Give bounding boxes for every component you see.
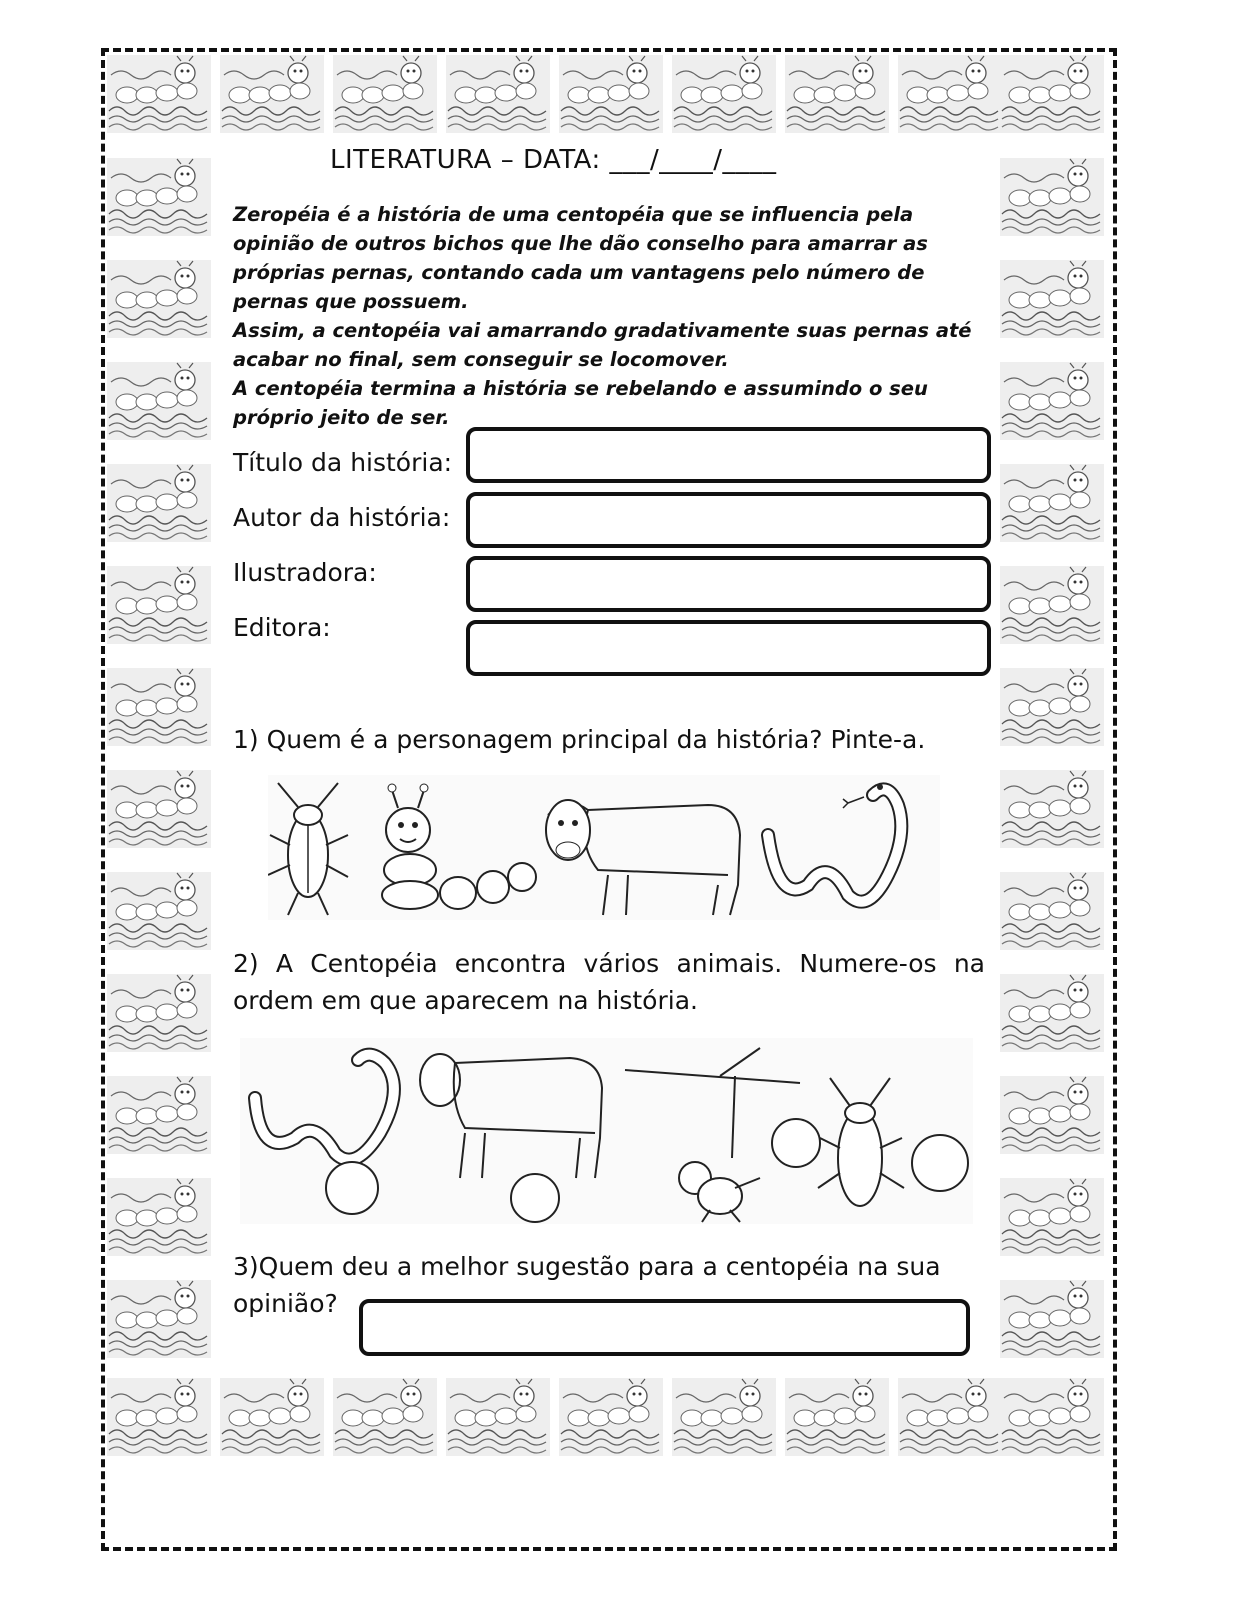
snake-icon[interactable] xyxy=(768,784,901,902)
best-suggestion-answer-box[interactable] xyxy=(359,1299,970,1356)
page-title: LITERATURA – DATA: ___/____/____ xyxy=(330,145,777,175)
cockroach-icon[interactable] xyxy=(268,783,348,915)
centipede-border-icon xyxy=(1000,158,1104,236)
author-answer-box[interactable] xyxy=(466,492,991,548)
centipede-border-icon xyxy=(333,55,437,133)
centipede-border-icon xyxy=(107,1178,211,1256)
q2-animal-strip xyxy=(240,1038,973,1224)
centipede-border-icon xyxy=(107,158,211,236)
centipede-border-icon xyxy=(107,260,211,338)
question-2: 2) A Centopéia encontra vários animais. Numere-os na ordem em que aparecem na história. xyxy=(233,949,985,1015)
centipede-border-icon xyxy=(1000,974,1104,1052)
centipede-border-icon xyxy=(1000,668,1104,746)
centipede-border-icon xyxy=(785,1378,889,1456)
centipede-border-icon xyxy=(107,1378,211,1456)
centipede-border-icon xyxy=(446,55,550,133)
story-summary xyxy=(233,200,973,432)
centipede-icon[interactable] xyxy=(382,784,536,909)
centipede-border-icon xyxy=(107,1076,211,1154)
centipede-border-icon xyxy=(785,55,889,133)
summary-paragraph: A centopéia termina a história se rebelando e assumindo o seu próprio jeito de ser. xyxy=(233,377,928,429)
summary-paragraph: Assim, a centopéia vai amarrando gradativamente suas pernas até acabar no final, sem conseguir se locomover. xyxy=(233,319,972,371)
centipede-border-icon xyxy=(107,55,211,133)
number-circle[interactable] xyxy=(912,1135,968,1191)
centipede-border-icon xyxy=(559,55,663,133)
number-circle[interactable] xyxy=(326,1162,378,1214)
centipede-border-icon xyxy=(107,1280,211,1358)
title-answer-box[interactable] xyxy=(466,427,991,483)
centipede-border-icon xyxy=(107,566,211,644)
centipede-border-icon xyxy=(1000,464,1104,542)
centipede-border-icon xyxy=(107,974,211,1052)
centipede-border-icon xyxy=(1000,1076,1104,1154)
q1-animal-strip xyxy=(268,775,940,920)
publisher-label: Editora: xyxy=(233,613,331,642)
number-circle[interactable] xyxy=(511,1174,559,1222)
centipede-border-icon xyxy=(1000,1378,1104,1456)
centipede-border-icon xyxy=(1000,872,1104,950)
summary-paragraph: Zeropéia é a história de uma centopéia que se influencia pela opinião de outros bichos que lhe dão conselho para amarrar as próprias pernas, contando cada um vantagens pelo número de pernas que possuem. xyxy=(233,203,928,313)
ox-icon[interactable] xyxy=(546,800,740,915)
centipede-border-icon xyxy=(672,1378,776,1456)
centipede-border-icon xyxy=(1000,566,1104,644)
centipede-border-icon xyxy=(107,464,211,542)
illustrator-label: Ilustradora: xyxy=(233,558,377,587)
centipede-border-icon xyxy=(1000,362,1104,440)
centipede-border-icon xyxy=(559,1378,663,1456)
centipede-border-icon xyxy=(333,1378,437,1456)
question-1: 1) Quem é a personagem principal da história? Pinte-a. xyxy=(233,725,926,754)
title-label: Título da história: xyxy=(233,448,453,477)
ox-icon xyxy=(420,1054,602,1178)
centipede-border-icon xyxy=(107,770,211,848)
snake-icon xyxy=(255,1055,394,1160)
centipede-border-icon xyxy=(446,1378,550,1456)
centipede-border-icon xyxy=(1000,260,1104,338)
centipede-border-icon xyxy=(898,55,1002,133)
centipede-border-icon xyxy=(1000,55,1104,133)
centipede-border-icon xyxy=(107,872,211,950)
centipede-border-icon xyxy=(1000,1178,1104,1256)
centipede-border-icon xyxy=(1000,770,1104,848)
centipede-border-icon xyxy=(220,1378,324,1456)
publisher-answer-box[interactable] xyxy=(466,620,991,676)
question-3: 3)Quem deu a melhor sugestão para a centopéia na sua opinião? xyxy=(233,1252,941,1318)
centipede-border-icon xyxy=(898,1378,1002,1456)
centipede-border-icon xyxy=(107,668,211,746)
cockroach-icon xyxy=(818,1078,904,1206)
centipede-border-icon xyxy=(107,362,211,440)
centipede-border-icon xyxy=(1000,1280,1104,1358)
centipede-border-icon xyxy=(220,55,324,133)
illustrator-answer-box[interactable] xyxy=(466,556,991,612)
number-circle[interactable] xyxy=(772,1119,820,1167)
centipede-border-icon xyxy=(672,55,776,133)
author-label: Autor da história: xyxy=(233,503,451,532)
